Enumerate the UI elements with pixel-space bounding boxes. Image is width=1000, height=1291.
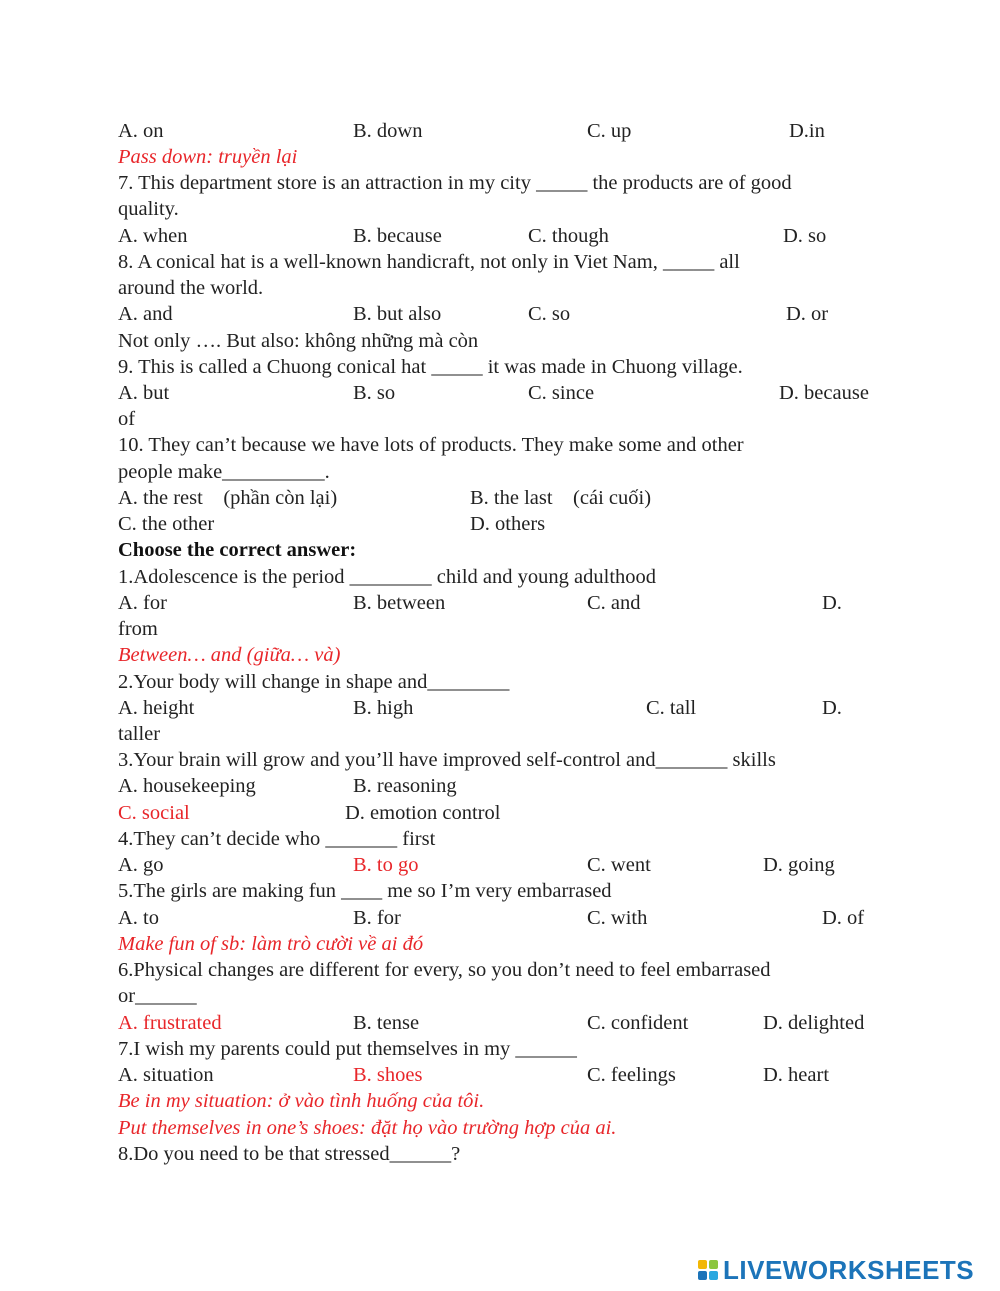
p2-q7-note1: Be in my situation: ở vào tình huống của tôi.: [118, 1090, 485, 1112]
q7-option-d: D. so: [783, 225, 827, 247]
prev-option-b: B. down: [353, 120, 423, 142]
p2-q4-option-d: D. going: [763, 854, 835, 876]
p2-q6-text-line2: or______: [118, 985, 197, 1007]
q8-option-b: B. but also: [353, 303, 442, 325]
p2-q1-text: 1.Adolescence is the period ________ child and young adulthood: [118, 566, 657, 588]
p2-q5-option-a: A. to: [118, 907, 159, 929]
p2-q7-note2: Put themselves in one’s shoes: đặt họ vào trường hợp của ai.: [118, 1117, 617, 1139]
q7-option-b: B. because: [353, 225, 442, 247]
p2-q5-option-b: B. for: [353, 907, 401, 929]
p2-q5-note: Make fun of sb: làm trò cười về ai đó: [118, 933, 424, 955]
q7-text-line2: quality.: [118, 198, 179, 220]
q8-text-line1: 8. A conical hat is a well-known handicraft, not only in Viet Nam, _____ all: [118, 251, 740, 273]
p2-q6-option-b: B. tense: [353, 1012, 420, 1034]
q8-option-a: A. and: [118, 303, 173, 325]
p2-q7-option-a: A. situation: [118, 1064, 214, 1086]
section-title: Choose the correct answer:: [118, 539, 357, 561]
prev-option-d: D.in: [789, 120, 825, 142]
q9-option-c: C. since: [528, 382, 595, 404]
p2-q4-text: 4.They can’t decide who _______ first: [118, 828, 436, 850]
p2-q5-text: 5.The girls are making fun ____ me so I’m very embarrased: [118, 880, 612, 902]
p2-q1-option-wrap: from: [118, 618, 158, 640]
p2-q3-option-a: A. housekeeping: [118, 775, 256, 797]
p2-q1-option-b: B. between: [353, 592, 446, 614]
p2-q5-option-c: C. with: [587, 907, 648, 929]
q8-note: Not only …. But also: không những mà còn: [118, 330, 479, 352]
p2-q3-option-b: B. reasoning: [353, 775, 457, 797]
p2-q4-option-a: A. go: [118, 854, 164, 876]
q10-option-b: B. the last (cái cuối): [470, 487, 652, 509]
q10-text-line1: 10. They can’t because we have lots of products. They make some and other: [118, 434, 744, 456]
p2-q1-note: Between… and (giữa… và): [118, 644, 341, 666]
p2-q2-text: 2.Your body will change in shape and________: [118, 671, 510, 693]
q9-option-d: D. because: [779, 382, 869, 404]
q9-option-b: B. so: [353, 382, 396, 404]
prev-option-a: A. on: [118, 120, 164, 142]
p2-q3-option-d: D. emotion control: [345, 802, 501, 824]
q10-option-d: D. others: [470, 513, 546, 535]
q10-text-line2: people make__________.: [118, 461, 330, 483]
q9-option-wrap: of: [118, 408, 136, 430]
p2-q2-option-d: D.: [822, 697, 842, 719]
q8-option-d: D. or: [786, 303, 829, 325]
prev-note: Pass down: truyền lại: [118, 146, 298, 168]
q10-option-c: C. the other: [118, 513, 215, 535]
q9-text: 9. This is called a Chuong conical hat _____ it was made in Chuong village.: [118, 356, 743, 378]
p2-q2-option-c: C. tall: [646, 697, 697, 719]
p2-q7-option-b: B. shoes: [353, 1064, 423, 1086]
p2-q7-option-d: D. heart: [763, 1064, 830, 1086]
p2-q1-option-a: A. for: [118, 592, 167, 614]
q7-text-line1: 7. This department store is an attraction in my city _____ the products are of good: [118, 172, 792, 194]
p2-q2-option-a: A. height: [118, 697, 195, 719]
p2-q6-option-a: A. frustrated: [118, 1012, 222, 1034]
q9-option-a: A. but: [118, 382, 170, 404]
p2-q2-option-b: B. high: [353, 697, 414, 719]
p2-q5-option-d: D. of: [822, 907, 865, 929]
p2-q7-text: 7.I wish my parents could put themselves in my ______: [118, 1038, 577, 1060]
liveworksheets-logo: [698, 1255, 974, 1285]
logo-square: [709, 1260, 718, 1269]
p2-q8-text: 8.Do you need to be that stressed______?: [118, 1143, 461, 1165]
p2-q1-option-c: C. and: [587, 592, 641, 614]
q7-option-c: C. though: [528, 225, 609, 247]
p2-q6-option-d: D. delighted: [763, 1012, 865, 1034]
logo-icon: [698, 1260, 718, 1280]
p2-q1-option-d: D.: [822, 592, 842, 614]
p2-q6-option-c: C. confident: [587, 1012, 689, 1034]
q7-option-a: A. when: [118, 225, 188, 247]
logo-square: [698, 1271, 707, 1280]
p2-q3-option-c: C. social: [118, 802, 190, 824]
prev-option-c: C. up: [587, 120, 632, 142]
logo-text: LIVEWORKSHEETS: [723, 1254, 975, 1285]
logo-square: [698, 1260, 707, 1269]
q8-option-c: C. so: [528, 303, 571, 325]
p2-q4-option-c: C. went: [587, 854, 651, 876]
p2-q3-text: 3.Your brain will grow and you’ll have improved self-control and_______ skills: [118, 749, 776, 771]
p2-q2-option-wrap: taller: [118, 723, 161, 745]
q8-text-line2: around the world.: [118, 277, 264, 299]
p2-q7-option-c: C. feelings: [587, 1064, 676, 1086]
logo-square: [709, 1271, 718, 1280]
p2-q6-text-line1: 6.Physical changes are different for every, so you don’t need to feel embarrased: [118, 959, 771, 981]
p2-q4-option-b: B. to go: [353, 854, 419, 876]
q10-option-a: A. the rest (phần còn lại): [118, 487, 338, 509]
